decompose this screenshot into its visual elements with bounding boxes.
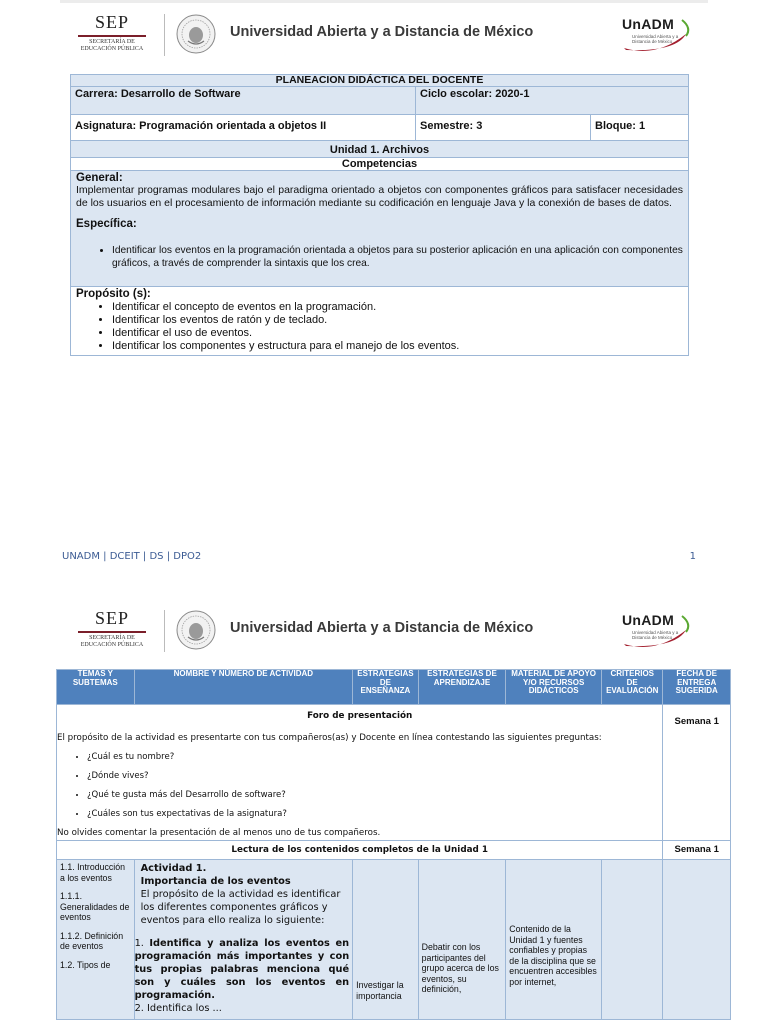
career-cell: Carrera: Desarrollo de Software bbox=[71, 87, 416, 115]
activity-title: Actividad 1. bbox=[140, 863, 207, 874]
reading-row bbox=[57, 841, 731, 860]
activity-step-2: 2. Identifica los ... bbox=[134, 1003, 222, 1014]
forum-intro: El propósito de la actividad es presentarte con tus compañeros(as) y Docente en línea contestando las siguientes preguntas: bbox=[57, 733, 602, 743]
activity-name: Importancia de los eventos bbox=[140, 876, 291, 887]
unadm-logo: UnADM Universidad Abierta y a Distancia de México bbox=[622, 612, 692, 648]
topic-item: 1.1.2. Definición de eventos bbox=[60, 930, 124, 951]
forum-questions bbox=[57, 752, 662, 819]
topics-cell bbox=[57, 860, 135, 1020]
activity-step bbox=[135, 937, 350, 1002]
page-header-2 bbox=[0, 596, 768, 658]
forum-cell bbox=[57, 705, 663, 841]
university-name: Universidad Abierta y a Distancia de México bbox=[230, 24, 534, 40]
unadm-logo: UnADM Universidad Abierta y a Distancia de México bbox=[622, 16, 692, 52]
plan-title: PLANEACION DIDÁCTICA DEL DOCENTE bbox=[71, 75, 689, 87]
competencies-block bbox=[71, 171, 689, 287]
sep-logo-subtitle: SECRETARÍA DE EDUCACIÓN PÚBLICA bbox=[80, 39, 144, 52]
sep-logo-title: SEP bbox=[94, 12, 130, 32]
topic-item: 1.1.1. Generalidades de eventos bbox=[60, 891, 130, 922]
specific-item: • Identificar los eventos en la programación orientada a objetos para su posterior aplicación en una aplicación con componentes gráficos, a través de comprender la sintaxis que los crea. bbox=[112, 244, 683, 270]
sep-logo-subtitle: SECRETARÍA DE EDUCACIÓN PÚBLICA bbox=[80, 635, 144, 648]
purpose-list bbox=[76, 301, 683, 353]
forum-row bbox=[57, 705, 731, 841]
activity-purpose: El propósito de la actividad es identificar los diferentes componentes gráficos y eventos para ello realiza lo siguiente: bbox=[140, 889, 341, 926]
general-label: General: bbox=[76, 172, 123, 184]
sep-logo bbox=[72, 608, 152, 649]
purpose-label: Propósito (s): bbox=[76, 288, 151, 300]
page-header bbox=[0, 0, 768, 62]
teaching-strategy-cell: Investigar la importancia bbox=[353, 860, 418, 1020]
support-material-cell: Contenido de la Unidad 1 y fuentes confiables y propias de la disciplina que se encuentren accesibles por internet, bbox=[506, 860, 602, 1020]
topic-item: 1.2. Tipos de bbox=[60, 959, 111, 970]
forum-note: No olvides comentar la presentación de al menos uno de tus compañeros. bbox=[57, 828, 381, 838]
activity-step-text: Identifica y analiza los eventos en programación más importantes y con tus propias palabras menciona qué son y cuáles son los eventos en programación. bbox=[134, 938, 350, 1001]
sep-logo bbox=[72, 12, 152, 53]
header-learning-strategies: ESTRATEGIAS DE APRENDIZAJE bbox=[418, 670, 506, 705]
subject-cell: Asignatura: Programación orientada a objetos II bbox=[71, 115, 416, 141]
learning-strategy-cell: Debatir con los participantes del grupo acerca de los eventos, su definición, bbox=[418, 860, 506, 1020]
page-number: 1 bbox=[689, 551, 696, 562]
national-seal-icon bbox=[176, 14, 216, 54]
header-evaluation-criteria: CRITERIOS DE EVALUACIÓN bbox=[602, 670, 663, 705]
competencies-heading: Competencias bbox=[71, 158, 689, 171]
header-support-material: MATERIAL DE APOYO Y/O RECURSOS DIDÁCTICOS bbox=[506, 670, 602, 705]
purpose-item: • Identificar los eventos de ratón y de teclado. bbox=[112, 314, 683, 327]
semester-cell: Semestre: 3 bbox=[416, 115, 591, 141]
activity-description-cell bbox=[134, 860, 353, 1020]
specific-label: Específica: bbox=[76, 218, 137, 230]
header-activity-name: NOMBRE Y NÚMERO DE ACTIVIDAD bbox=[134, 670, 353, 705]
forum-title: Foro de presentación bbox=[307, 711, 413, 721]
forum-week: Semana 1 bbox=[663, 705, 731, 841]
national-seal-icon bbox=[176, 610, 216, 650]
sep-logo-title: SEP bbox=[94, 608, 130, 628]
specific-list bbox=[76, 244, 683, 270]
topic-item: 1.1. Introducción a los eventos bbox=[60, 862, 126, 883]
general-text: Implementar programas modulares bajo el paradigma orientado a objetos con componentes gráficos para satisfacer necesidades de los usuarios en el procesamiento de información mediante su codificación en lenguaje Java y la conexión de bases de datos. bbox=[76, 184, 683, 209]
header-topics: TEMAS Y SUBTEMAS bbox=[57, 670, 135, 705]
activities-table bbox=[56, 669, 731, 1020]
header-rule bbox=[60, 0, 708, 3]
reading-week: Semana 1 bbox=[663, 841, 731, 860]
activity-step-number: 1. bbox=[134, 938, 144, 949]
header-divider bbox=[164, 610, 165, 652]
planning-table bbox=[70, 74, 689, 356]
footer-code: UNADM | DCEIT | DS | DPO2 bbox=[62, 551, 202, 562]
purpose-item: • Identificar el concepto de eventos en la programación. bbox=[112, 301, 683, 314]
header-due-date: FECHA DE ENTREGA SUGERIDA bbox=[663, 670, 731, 705]
reading-title: Lectura de los contenidos completos de la Unidad 1 bbox=[57, 841, 663, 860]
forum-question: • ¿Cuáles son tus expectativas de la asignatura? bbox=[87, 809, 662, 819]
forum-question: • ¿Dónde vives? bbox=[87, 771, 662, 781]
forum-question: • ¿Cuál es tu nombre? bbox=[87, 752, 662, 762]
block-cell: Bloque: 1 bbox=[591, 115, 689, 141]
due-date-cell bbox=[663, 860, 731, 1020]
activity-1-row bbox=[57, 860, 731, 1020]
activities-header-row bbox=[57, 670, 731, 705]
purpose-item: • Identificar el uso de eventos. bbox=[112, 327, 683, 340]
header-divider bbox=[164, 14, 165, 56]
purpose-item: • Identificar los componentes y estructura para el manejo de los eventos. bbox=[112, 340, 683, 353]
purpose-block bbox=[71, 287, 689, 356]
forum-question: • ¿Qué te gusta más del Desarrollo de software? bbox=[87, 790, 662, 800]
evaluation-criteria-cell bbox=[602, 860, 663, 1020]
page-footer bbox=[62, 551, 696, 562]
unit-title: Unidad 1. Archivos bbox=[71, 141, 689, 158]
university-name: Universidad Abierta y a Distancia de México bbox=[230, 620, 534, 636]
school-cycle-cell: Ciclo escolar: 2020-1 bbox=[416, 87, 689, 115]
header-teaching-strategies: ESTRATEGIAS DE ENSEÑANZA bbox=[353, 670, 418, 705]
